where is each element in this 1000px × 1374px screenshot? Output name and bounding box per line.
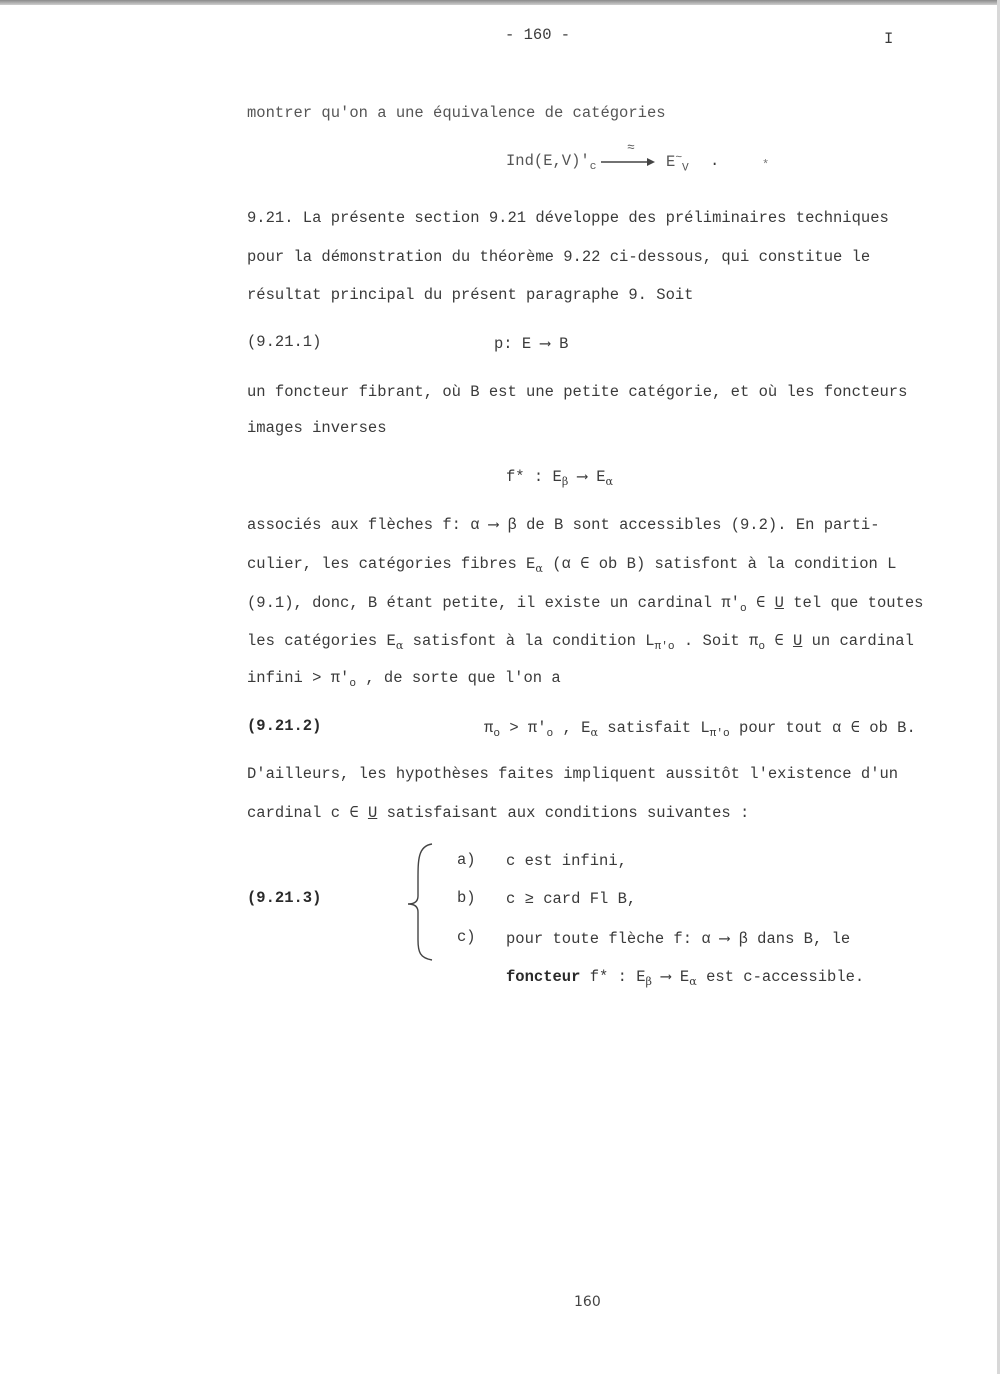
eq2-satisfait: satisfait L (598, 719, 710, 737)
text-line-10-a: les catégories E (247, 632, 396, 650)
text-line-13 (247, 803, 749, 822)
eq-ind-term: Ind(E,V)' (506, 152, 590, 170)
page-number: 160 (574, 1294, 601, 1310)
eq-ind-sub: c (589, 161, 597, 174)
condition-c-sub-beta: β (645, 975, 652, 989)
text-line-9-sub: o (739, 603, 747, 616)
universe-symbol: U (792, 632, 803, 650)
left-brace-icon (398, 840, 438, 965)
text-line-10-sub: α (395, 639, 404, 653)
condition-c-bold-word: foncteur (506, 968, 581, 986)
text-line-9-b: ∈ (746, 594, 775, 612)
text-line-10-e: un cardinal (802, 632, 914, 650)
text-line-10-c: . Soit π (674, 632, 759, 650)
text-line-7: associés aux flèches f: α ⟶ β de B sont accessibles (9.2). En parti- (247, 516, 880, 534)
eq-f-sub-beta: β (561, 475, 569, 489)
eq2-gt: > π' (500, 719, 547, 737)
text-line-11-a: infini > π' (247, 669, 350, 687)
text-line-13-b: satisfaisant aux conditions suivantes : (377, 804, 750, 822)
text-line-3: pour la démonstration du théorème 9.22 ci-dessous, qui constitue le (247, 248, 871, 266)
volume-mark: I (884, 30, 894, 48)
text-line-10-d: ∈ (765, 632, 793, 650)
eq2-pi: π (484, 719, 494, 737)
eq-f-arrow-target: ⟶ E (568, 468, 606, 486)
eq2-sub2: o (546, 728, 554, 741)
text-line-8-sub: α (535, 562, 543, 576)
condition-c-sub-alpha: α (689, 975, 697, 989)
equation-functor-p: p: E ⟶ B (494, 335, 569, 353)
text-line-8-b: (α ∈ ob B) satisfont à la condition L (542, 555, 897, 573)
universe-symbol: U (367, 804, 378, 822)
text-line-4: résultat principal du présent paragraphe 9. Soit (247, 286, 694, 304)
equation-dot: . (710, 152, 720, 170)
condition-c-label: c) (457, 928, 476, 946)
condition-c-fstar: f* : E (580, 968, 646, 986)
text-line-8 (247, 554, 896, 575)
text-line-10-sub2: π'o (654, 641, 675, 654)
page-label: - 160 - (505, 26, 571, 44)
text-line-1: montrer qu'on a une équivalence de catégories (247, 104, 666, 122)
equation-cardinal (484, 718, 916, 740)
condition-a-text: c est infini, (506, 852, 627, 870)
scan-top-edge (0, 0, 1000, 5)
condition-b-text: c ≥ card Fl B, (506, 890, 637, 908)
condition-c-end: est c-accessible. (696, 968, 865, 986)
equation-label-2: (9.21.2) (247, 717, 322, 735)
text-line-13-a: cardinal c ∈ (247, 804, 368, 822)
eq-f-start: f* : E (506, 468, 562, 486)
condition-b-label: b) (457, 889, 476, 907)
eq-f-sub-alpha: α (605, 475, 614, 489)
condition-c-arrow: ⟶ E (652, 968, 690, 986)
text-line-9 (247, 593, 923, 615)
text-line-10-sub3: o (758, 641, 766, 654)
eq2-sub4: π'o (709, 728, 730, 741)
text-line-8-a: culier, les catégories fibres E (247, 555, 536, 573)
eq-target-sub: V (682, 162, 689, 175)
eq2-tail: pour tout α ∈ ob B. (729, 719, 916, 737)
equation-inverse-image (506, 467, 613, 488)
eq2-sub1: o (493, 728, 501, 741)
universe-symbol: U (774, 594, 784, 612)
text-line-12: D'ailleurs, les hypothèses faites impliquent aussitôt l'existence d'un (247, 765, 899, 783)
text-line-5: un foncteur fibrant, où B est une petite catégorie, et où les foncteurs (247, 383, 908, 401)
text-line-11 (247, 669, 561, 690)
equation-label-3: (9.21.3) (247, 889, 322, 907)
eq-target-tilde: ~ (675, 152, 683, 164)
eq2-sub3: α (590, 726, 598, 740)
condition-c-continuation (506, 967, 864, 988)
condition-c-text: pour toute flèche f: α ⟶ β dans B, le (506, 930, 851, 948)
text-line-6: images inverses (247, 419, 387, 437)
text-line-11-b: , de sorte que l'on a (356, 669, 561, 687)
text-line-10-b: satisfont à la condition L (403, 632, 655, 650)
equation-target (666, 152, 689, 174)
text-line-11-sub: o (349, 678, 357, 691)
text-line-2: 9.21. La présente section 9.21 développe des préliminaires techniques (247, 209, 889, 227)
approx-symbol: ≈ (627, 140, 635, 155)
eq2-e: , E (553, 719, 591, 737)
text-line-9-c: tel que toutes (783, 594, 924, 612)
equation-ind (506, 152, 596, 173)
equation-label-1: (9.21.1) (247, 333, 322, 351)
eq-target-letter: E (666, 153, 676, 172)
long-arrow-icon (600, 156, 656, 168)
star-mark: * (762, 158, 770, 172)
text-line-10 (247, 631, 914, 653)
text-line-9-a: (9.1), donc, B étant petite, il existe un cardinal π' (247, 594, 740, 612)
condition-a-label: a) (457, 851, 476, 869)
